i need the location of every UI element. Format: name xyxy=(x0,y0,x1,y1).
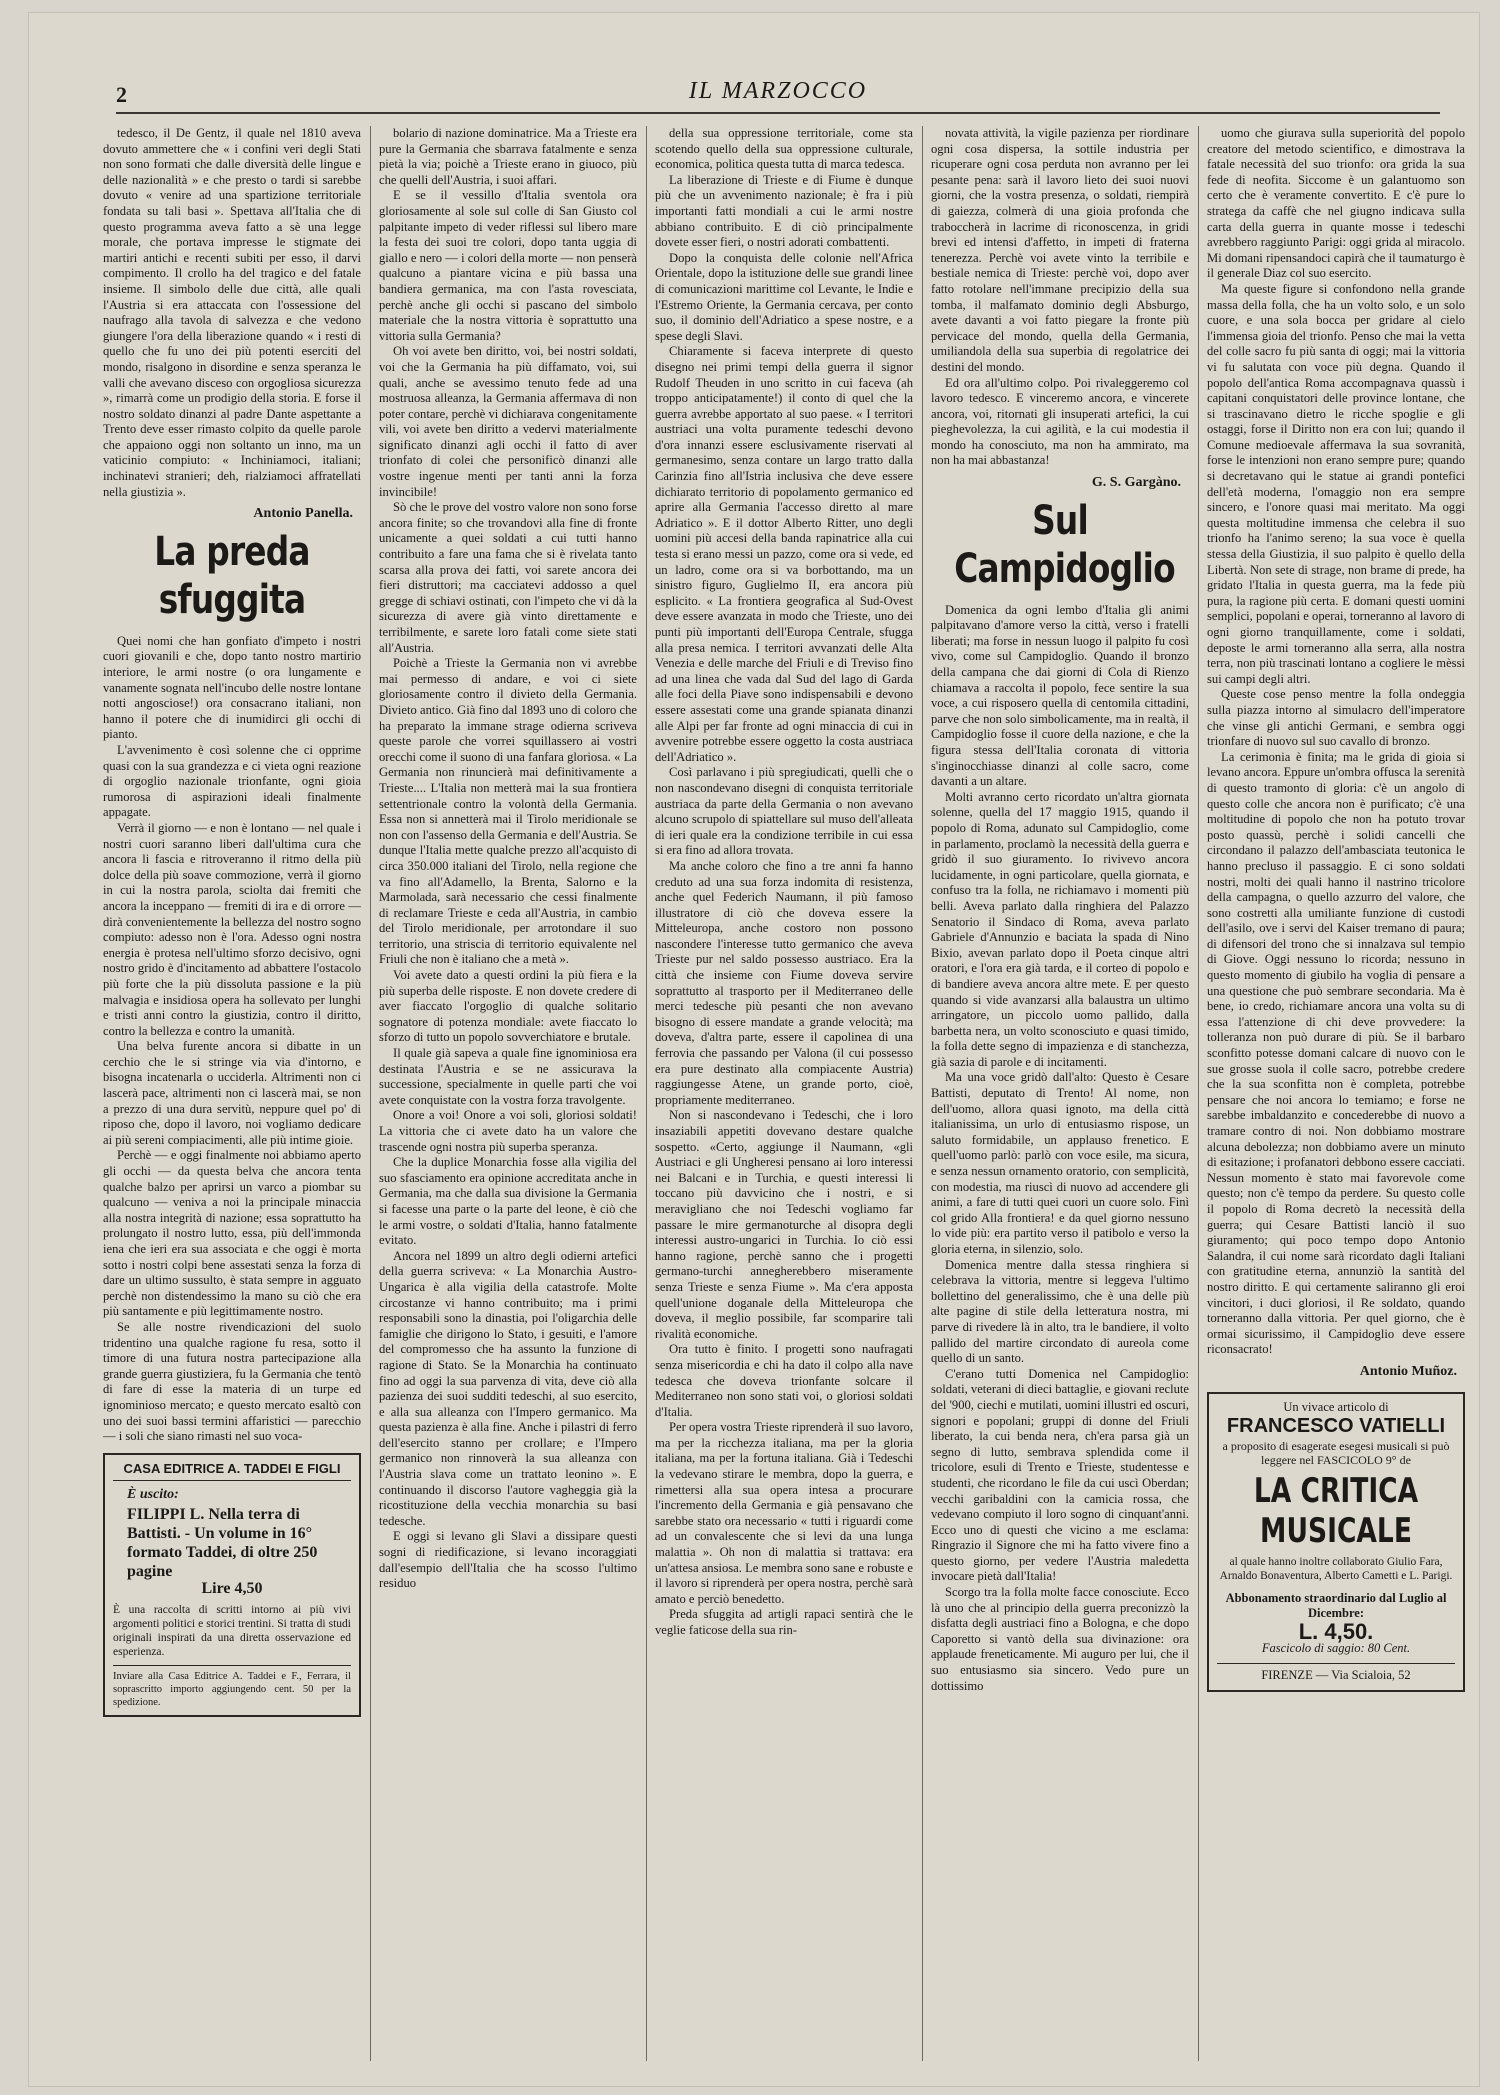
paragraph: La liberazione di Trieste e di Fiume è dunque più che un avvenimento nazionale; è fra i più importanti fatti mondiali a cui le armi nostre abbiano contribuito. E di ciò principalmente dovete esser fieri, o nostri adorati combattenti. xyxy=(655,172,913,250)
paragraph: Che la duplice Monarchia fosse alla vigilia del suo sfasciamento era opinione accreditata anche in Germania, ma che dalla sua divisione la Germania si facesse una parte o la parte del leone, è ciò che le armi vostre, o soldati d'Italia, hanno fatalmente evitato. xyxy=(379,1155,637,1248)
paragraph: Oh voi avete ben diritto, voi, bei nostri soldati, voi che la Germania ha più diffamato, voi, sui quali, anche se avessimo tenuto fede ad una mostruosa alleanza, la Germania affermava di non poter contare, perchè vi dichiarava congenitamente vili, voi avete ben diritto a vedervi materialmente significato dinanzi agli occhi il fatto di aver trionfato di colei che personificò dinanzi alle vostre ingenue menti per tanti anni la forza invincibile! xyxy=(379,344,637,499)
column-5 xyxy=(1207,126,1465,2061)
paragraph: tedesco, il De Gentz, il quale nel 1810 aveva dovuto ammettere che « i confini veri degli Stati non sono formati che dalle diversità delle lingue e delle nazionalità » e che presto o tardi si sarebbe dovuto « venire ad una spartizione territoriale fondata su tali basi ». Spettava all'Italia che di questo programma aveva fatto a sè una legge morale, che portava impresse le stigmate dei martiri antichi e recenti subiti per esso, il darvi compimento. Il crollo ha del tragico e del fatale insieme. Il simbolo delle due città, alle quali l'Austria si era attaccata con l'ossessione del naufrago alla tavola di salvezza e che vedono giungere l'ora della liberazione quando « i resti di quello che fu uno dei più potenti eserciti del mondo, risalgono in disordine e senza speranza le valli che avevano disceso con orgogliosa sicurezza », rimarrà come un prodigio della storia. E forse il nostro soldato dinanzi al padre Dante aspettante a Trento deve esser rimasto colpito da quelle parole che appaiono oggi non soltanto un inno, ma un vaticinio compiuto: « Inchiniamoci, italiani; inchinatevi stranieri; deh, rialziamoci affratellati nella giustizia ». xyxy=(103,126,361,499)
header-rule xyxy=(116,112,1440,114)
paragraph: Ma una voce gridò dall'alto: Questo è Cesare Battisti, deputato di Trento! Al nome, non dell'uomo, allora quasi ignoto, ma della città italianissima, un urlo di entusiasmo rispose, un saluto formidabile, un applauso frenetico. E quell'uomo parlò: parlò con voce esile, ma sicura, e senza nessun ornamento oratorio, con semplicità, con modestia, ma riuscì di nuovo ad accendere gli animi, a fare di tutti quei cuori un cuore solo. Finì col grido Alla frontiera! e da quel giorno nessuno lo vide più: era partito verso il patibolo e verso la gloria eterna, in silenzio, solo. xyxy=(931,1070,1189,1256)
page-header xyxy=(116,74,1440,114)
paragraph: Preda sfuggita ad artigli rapaci sentirà che le veglie faticose della sua rin- xyxy=(655,1607,913,1637)
column-divider xyxy=(646,126,647,2061)
advert-contributors: al quale hanno inoltre collaborato Giulio Fara, Arnaldo Bonaventura, Alberto Cametti e L. Parigi. xyxy=(1219,1555,1453,1582)
paragraph: Ancora nel 1899 un altro degli odierni artefici della guerra scriveva: « La Monarchia Austro-Ungarica è alla vigilia della catastrofe. Molte circostanze vi hanno contribuito; ma i primi responsabili sono la dinastia, poi l'oligarchia delle famiglie che dirigono lo Stato, i gesuiti, e l'amore del compromesso che ha assunto la funzione di ragione di Stato. Se la Monarchia ha continuato fino ad oggi la sua parvenza di vita, deve ciò alla pazienza dei suoi sudditi tedeschi, al suo esercito, e alla sua alleanza con l'Impero germanico. Ma questa pazienza è alla fine. Anche i pilastri di ferro dell'esercito stanno per crollare; e l'Impero germanico non rinnoverà la sua alleanza con l'Austria slava come un trattato leonino ». E continuando il discorso l'autore vagheggia già la ricostituzione della vecchia monarchia su basi tedesche. xyxy=(379,1248,637,1528)
paragraph: Verrà il giorno — e non è lontano — nel quale i nostri cuori saranno liberi dall'ultima cura che ancora li fascia e ritroveranno il ritmo della più dolce della più soave commozione, verrà il giorno in cui la nostra parola, sciolta dai fremiti che ancora la inceppano — fremiti di ira e di orrore — dirà convenientemente la bellezza del nostro sogno compiuto: adesso non è l'ora. Adesso ogni nostra energia è protesa nell'ultimo sforzo decisivo, ogni nostro grido è d'incitamento ad abbattere l'ostacolo più forte che la più dissoluta passione e la più malvagia e insidiosa opera ha sollevato per lunghi e tristi anni contro la giustizia, contro il diritto, contro la bellezza e contro la umanità. xyxy=(103,820,361,1038)
order-note: Inviare alla Casa Editrice A. Taddei e F., Ferrara, il soprascritto importo aggiungendo cent. 50 per la spedizione. xyxy=(113,1665,351,1709)
column-3 xyxy=(655,126,913,2061)
column-divider xyxy=(1198,126,1199,2061)
paragraph: della sua oppressione territoriale, come sta scotendo quello della sua oppressione culturale, economica, politica questa tutta di marca tedesca. xyxy=(655,126,913,172)
paragraph: Ma queste figure si confondono nella grande massa della folla, che ha un volto solo, e un solo cuore, e una sola bocca per gridare al cielo l'immensa gioia del trionfo. Penso che mai la vetta del colle sacro fu più santa di oggi; mai la vittoria vi fu salutata con voce più degna. Quando il popolo dell'antica Roma accompagnava quassù i capitani conquistatori delle province lontane, che si trascinavano dietro le ricche spoglie e gli ostaggi, forse il Diritto non era con lui; quando il Comune medioevale affermava la sua sovranità, forse le intenzioni non erano sempre pure; quando si decretavano qui le statue ai grandi pontefici dell'età moderna, l'omaggio non era sempre sincero, e l'onore quasi mai meritato. Ma oggi questa moltitudine immensa che celebra il suo trionfo ha l'animo sereno; la sua voce è quella stessa della Giustizia, il suo palpito è quello della Libertà. Non sete di strage, non brame di prede, ha gridato l'Italia in questa guerra, ma la fede più pura, la ragione più certa. E domani questi uomini semplici, popolani e operai, torneranno al lavoro di ogni giorno tranquillamente, come i soldati, deposte le armi torneranno alla serra, alla nostra terra, non più trascinati lontano a cogliere le mèssi sui campi degli altri. xyxy=(1207,281,1465,686)
paragraph: La cerimonia è finita; ma le grida di gioia si levano ancora. Eppure un'ombra offusca la serenità di questo tramonto di gloria: c'è un angolo di questo colle che ancora non è purificato; c'è una moltitudine di popolo che non ha potuto trovar posto quassù, perchè i solidi cancelli che circondano il palazzo dell'ambasciata teutonica le hanno precluso il passaggio. E ci sono soldati nostri, molti dei quali hanno il nastrino tricolore della campagna, o quello azzurro del valore, che sono costretti alla umiliante funzione di custodi dell'asilo, ove i servi del Kaiser tremano di paura; di difensori del trono che si innalzava sul tempio di Giove. Oggi nessuno lo ricorda; nessuno in questo momento di giubilo ha voglia di pensare a una questione che può sembrare secondaria. Ma è bene, io credo, richiamare ancora una volta su di essa l'attenzione di chi deve provvedere: la tolleranza non può durare di più. Se il barbaro sconfitto potesse domani calcare di nuovo con le sue grosse suola il colle sacro, potrebbe credere che la sua sconfitta non è completa, potrebbe pensare che noi ancora lo temiamo; e forse ne sarebbe imbaldanzito e concederebbe di nuovo a tramare contro di noi. Non dobbiamo mostrare alcuna debolezza; non dobbiamo avere un minuto di esitazione; i profanatori debbono essere cacciati. Nessun momento è stato mai favorevole come questo; non c'è tempo da perdere. Su questo colle il popolo di Roma decretò la necessità della guerra; qui Cesare Battisti lanciò il suo giuramento; qui poco tempo dopo Antonio Salandra, il cui nome sarà ricordato dagli Italiani con gratitudine eterna, annunziò la santità del nostro diritto. E qui certamente saliranno gli eroi vincitori, i duci gloriosi, il Re soldato, quando torneranno dalla vittoria. Per quel giorno, che è ormai sicurissimo, il Campidoglio deve essere riconsacrato! xyxy=(1207,749,1465,1357)
paragraph: Ed ora all'ultimo colpo. Poi rivaleggeremo col lavoro tedesco. E vinceremo ancora, e vincerete ancora, voi, ritornati gli insuperati artefici, la cui pieghevolezza, la cui agilità, e la cui modestia il mondo ha conosciuto, ma non ha ammirato, ma non ha mai abbastanza! xyxy=(931,375,1189,468)
paragraph: Così parlavano i più spregiudicati, quelli che o non nascondevano disegni di conquista territoriale austriaca da parte della Germania o non avevano alcuno scrupolo di spiattellare sul muso dell'alleata di ieri quale era la condizione terribile in cui essa si era fino ad allora trovata. xyxy=(655,765,913,858)
advert-out-label: È uscito: xyxy=(127,1487,179,1503)
music-journal-advert xyxy=(1207,1392,1465,1692)
paragraph: C'erano tutti Domenica nel Campidoglio: soldati, veterani di dieci battaglie, e giovani reclute del '900, ciechi e mutilati, uomini illustri ed oscuri, signori e popolani; gruppi di donne del Friuli liberato, la cui benda nera, ch'era parsa già un segno di lutto, sembrava splendida come il tricolore, esuli di Trento e Trieste, studentesse e studenti, che ricordano le file da cui uscì Oberdan; vecchi garibaldini con la camicia rossa, che vedevano compiuto il loro sogno di cinquant'anni. Ecco uno di questi che vicino a me esclama: Ringrazio il Signore che mi ha fatto vivere fino a questo giorno, per vedere l'Austria maledetta invocare pietà dall'Italia! xyxy=(931,1366,1189,1584)
paragraph: Dopo la conquista delle colonie nell'Africa Orientale, dopo la istituzione delle sue grandi linee di comunicazioni marittime col Levante, le Indie e l'Estremo Oriente, la Germania cercava, per conto suo, il dominio dell'Adriatico a spese nostre, e a spese degli Slavi. xyxy=(655,250,913,343)
column-2 xyxy=(379,126,637,2061)
paragraph: Il quale già sapeva a quale fine ignominiosa era destinata l'Austria e se ne assicurava la successione, specialmente in quelle parti che voi avete conquistate con la vostra forza travolgente. xyxy=(379,1046,637,1107)
paragraph: E oggi si levano gli Slavi a dissipare questi sogni di riedificazione, si levano incoraggiati dall'esempio dell'Italia che ha scosso l'ultimo residuo xyxy=(379,1529,637,1591)
paragraph: Poichè a Trieste la Germania non vi avrebbe mai permesso di andare, e voi ci siete gloriosamente contro il divieto della Germania. Divieto antico. Già fino dal 1893 uno di coloro che ha preparato la immane strage odierna scriveva queste parole che vorrei squillassero ai vostri orecchi come il suono di una fanfara gloriosa. « La Germania non rinuncierà mai definitivamente a Trieste.... L'Italia non metterà mai la sua frontiera settentrionale contro la volontà della Germania. Essa non si annetterà mai il Tirolo meridionale se non con l'assenso della Germania e dell'Austria. Se dunque l'Italia mette qualche prezzo all'acquisto di circa 350.000 italiani del Tirolo, nella regione che va fino all'Adamello, la Brenta, Salorno e la Marmolada, sarà necessario che cessi finalmente di reclamare Trieste e ceda all'Austria, in cambio del Tirolo meridionale, per arrotondare il suo territorio, una striscia di territorio equivalente nel Friuli che non è italiano che a metà ». xyxy=(379,656,637,967)
paragraph: bolario di nazione dominatrice. Ma a Trieste era pure la Germania che sbarrava fatalmente e senza pietà la via; poichè a Trieste erano in giuoco, più che quelli dell'Austria, i suoi affari. xyxy=(379,126,637,187)
paragraph: Onore a voi! Onore a voi soli, gloriosi soldati! La vittoria che ci avete dato ha un valore che trascende ogni nostra più superba speranza. xyxy=(379,1108,637,1154)
paragraph: Domenica mentre dalla stessa ringhiera si celebrava la vittoria, mentre si leggeva l'ultimo bollettino del generalissimo, che è una delle più alte pagine di stile della letteratura nostra, mi parve di rivedere là in alto, tra le bandiere, il volto pallido del martire circondato di aureola come quello di un santo. xyxy=(931,1257,1189,1366)
column-divider xyxy=(922,126,923,2061)
paragraph: Se alle nostre rivendicazioni del suolo tridentino una qualche ragione fu resa, sotto il timore di una futura nostra partecipazione alla grande guerra giustiziera, fu la Germania che tentò di fare di esse la materia di un turpe ed ignominioso mercato; e questo mercato esaltò con uno dei suoi bassi termini affaristici — parecchio — i soli che siano rimasti nel suo voca- xyxy=(103,1319,361,1444)
advert-intro: Un vivace articolo di xyxy=(1283,1399,1389,1414)
signature: Antonio Panella. xyxy=(253,506,353,522)
paragraph: Una belva furente ancora si dibatte in un cerchio che le si stringe via via d'intorno, e bisogna incatenarla o ucciderla. Altrimenti non ci lascerà pace, altrimenti non ci lascerà mai, se non a prezzo di una dura servitù, neppure quel po' di riposo che, dopo il lavoro, noi vogliamo dedicare ai più sereni compiacimenti, alle più intime gioie. xyxy=(103,1039,361,1147)
column-4 xyxy=(931,126,1189,2061)
paragraph: Queste cose penso mentre la folla ondeggia sulla piazza intorno al simulacro dell'imperatore che vinse gli antichi Germani, e sembra oggi trionfare di nuovo sul suo cavallo di bronzo. xyxy=(1207,687,1465,749)
publisher-name: CASA EDITRICE A. TADDEI E FIGLI xyxy=(113,1461,351,1482)
paragraph: Perchè — e oggi finalmente noi abbiamo aperto gli occhi — da questa belva che ancora tenta qualche balzo per aprirsi un varco a piombar su qualcuno — veniva a noi la principale minaccia alla nostra integrità di nazione; essa soprattutto ha prolungato il nostro lutto, essa, più dell'immonda iena che ieri era sua associata e che oggi è morta sotto i nostri colpi bene assestati senza la forza di dare un ultimo sussulto, è stata sempre in agguato perchè non distendessimo la mano su ciò che era più santamente e più legittimamente nostro. xyxy=(103,1148,361,1319)
paragraph: Molti avranno certo ricordato un'altra giornata solenne, quella del 17 maggio 1915, quando il popolo di Roma, adunato sul Campidoglio, come in parlamento, proclamò la necessità della guerra e gridò il suo giuramento. Io rivivevo ancora lucidamente, in ogni particolare, quella giornata, e confuso tra la folla, ne richiamavo i momenti più belli. Aveva parlato dalla ringhiera del Palazzo Senatorio il Sindaco di Roma, aveva parlato Gabriele d'Annunzio e baciata la spada di Nino Bixio, avevan parlato dopo il Poeta cinque altri oratori, e l'ora era già tarda, e il corteo di popolo e di bandiere aveva ancora altre mete. E per questo quando si vide avanzarsi alla balaustra un ultimo arringatore, un piccolo uomo pallido, dalla barbetta nera, un volto sconosciuto e quasi timido, la folla dette segno di impazienza e di stanchezza, già sazia di parole e di incitamenti. xyxy=(931,789,1189,1069)
paragraph: Ora tutto è finito. I progetti sono naufragati senza misericordia e chi ha dato il colpo alla nave tedesca che doveva trionfante solcare il Mediterraneo non sono stati voi, o gloriosi soldati d'Italia. xyxy=(655,1342,913,1419)
book-price: Lire 4,50 xyxy=(201,1579,263,1597)
masthead-title: IL MARZOCCO xyxy=(688,78,868,104)
advert-subscription: Abbonamento straordinario dal Luglio al Dicembre: xyxy=(1225,1590,1447,1621)
article-columns xyxy=(103,126,1465,2066)
paragraph: Non si nascondevano i Tedeschi, che i loro insaziabili appetiti dovevano destare qualche sospetto. «Certo, aggiunge il Naumann, «gli Austriaci e gli Ungheresi pensano ai loro interessi nei Balcani e in Turchia, e questi interessi li toccano più davvicino che i nostri, e si meravigliano che noi Tedeschi vogliamo far passare le mire germanoturche al disopra degli interessi austro-ungarici in Turchia. Io ciò essi hanno ragione, perchè sanno che i progetti germano-turchi annegherebbero miseramente senza Trieste e senza Fiume ». Ma c'era apposta quell'unione doganale della Mitteleuropa che doveva, il meglio possibile, far scomparire tali rivalità economiche. xyxy=(655,1108,913,1341)
paragraph: Quei nomi che han gonfiato d'impeto i nostri cuori giovanili e che, dopo tanto nostro martirio interiore, le armi nostre (o ora lungamente e vanamente sognata nell'incubo delle nostre lontane notti angosciose!) ora consacrano italiani, non hanno il potere che di inumidirci gli occhi di pianto. xyxy=(103,633,361,742)
paragraph: L'avvenimento è così solenne che ci opprime quasi con la sua grandezza e ci vieta ogni reazione di orgoglio nazionale trionfante, ogni gioia rumorosa di aspirazioni ideali finalmente appagate. xyxy=(103,743,361,820)
advert-address: FIRENZE — Via Scialoia, 52 xyxy=(1217,1663,1455,1684)
book-title: FILIPPI L. Nella terra di Battisti. - Un volume in 16° formato Taddei, di oltre 250 pagine xyxy=(127,1505,318,1580)
paragraph: novata attività, la vigile pazienza per riordinare ogni cosa dispersa, la sottile industria per ricuperare ogni cosa perduta non avranno per lei pesante pena: sarà il lavoro lieto dei suoi nuovi giorni, che la vostra presenza, o soldati, riempirà di gaiezza, colmerà di una gioia profonda che traboccherà in lacrime di riconoscenza, in gridi brevi ed intensi d'affetto, in impeti di fraterna tenerezza. Perchè voi avete vinto la terribile e bestiale nemica di Trieste: perchè voi, dopo aver fatto rotolare nell'immane precipizio della sua tomba, il malfamato dominio degli Absburgo, avete davanti a voi fatto piegare la fronte più pervicace del mondo, quella della Germania, umiliandola della sua superbia di regolatrice dei destini del mondo. xyxy=(931,126,1189,374)
paragraph: Scorgo tra la folla molte facce conosciute. Ecco là uno che al principio della guerra preconizzò la disfatta degli austriaci fino a Bologna, e che dopo Caporetto si vantò della sua divinazione: ora applaude freneticamente. Mi auguro per lui, che il suo entusiasmo sia sincero. Vedo pure un dottissimo xyxy=(931,1585,1189,1693)
column-1 xyxy=(103,126,361,2061)
book-description: È una raccolta di scritti intorno ai più vivi argomenti politici e storici trentini. Si tratta di studi originali inspirati da una diretta osservazione ed esperienza. xyxy=(113,1603,351,1658)
paragraph: Domenica da ogni lembo d'Italia gli animi palpitavano d'amore verso la città, verso i fratelli liberati; ma forse in nessun luogo il palpito fu così vivo, come sul Campidoglio. Quando il bronzo della campana che dai giorni di Cola di Rienzo chiamava a raccolta il popolo, fece sentire la sua voce, a cui risposero quella di centomila cittadini, parve che non solo simbolicamente, ma in realtà, il Campidoglio fosse il cuore della nazione, e che la figura stessa dell'Italia coronata di vittoria s'inginocchiasse dinanzi al colle sacro, come davanti a un altare. xyxy=(931,602,1189,789)
page-number: 2 xyxy=(116,82,127,107)
paragraph: E se il vessillo d'Italia sventola ora gloriosamente al sole sul colle di San Giusto col palpitante impeto di veder riflessi sul libero mare la festa dei suoi tre colori, dopo tanta uggia di giallo e nero — i colori della morte — non penserà qualcuno a piantare vicina e più bassa una bandiera germanica, ma con l'asta rovesciata, perchè anche gli occhi si pascano del simbolo materiale che la nostra vittoria è soprattutto una vittoria sulla Germania? xyxy=(379,188,637,343)
column-divider xyxy=(370,126,371,2061)
paragraph: Voi avete dato a questi ordini la più fiera e la più superba delle risposte. E non dovete credere di aver fiaccato l'orgoglio di qualche solitario sognatore di potenza mondiale: avete fiaccato lo sforzo di tutto un popolo sovverchiatore e brutale. xyxy=(379,968,637,1045)
publisher-advert xyxy=(103,1453,361,1717)
paragraph: Chiaramente si faceva interprete di questo disegno nei primi tempi della guerra il signor Rudolf Theuden in uno scritto in cui faceva (ah troppo anticipatamente!) il conto di quel che la guerra avrebbe apportato al suo paese. « I territori austriaci una volta puramente tedeschi devono d'ora innanzi essere esclusivamente riservati al germanesimo, senza contare un largo tratto dalla Carinzia fino all'Istria inclusiva che deve essere dichiarato territorio di popolamento germanico ed aprire alla Germania l'accesso diretto al mare Adriatico ». E il dottor Alberto Ritter, uno degli uomini più accesi della banda rapinatrice alla cui testa si erano messi un pazzo, come ora si vede, ed un ladro, come ora si va borbottando, ma un sinistro figuro, Guglielmo II, era ancora più esplicito. « La frontiera geografica al Sud-Ovest deve essere avanzata in modo che Trieste, uno dei punti più importanti dell'Europa Centrale, sfugga alla presa nemica. I territori avvanzati delle Alta Venezia e delle marche del Friuli e di Treviso fino ad una linea che vada dal Sud del lago di Garda alle foci della Piave sono indispensabili e devono essere assestati come una grande spianata dinanzi alle Alpi per far fronte ad ogni minaccia di cui in avvenire potrebbe essere oggetto la costa austriaca dell'Adriatico ». xyxy=(655,344,913,764)
paragraph: uomo che giurava sulla superiorità del popolo creatore del metodo scientifico, e dimostrava la fatale necessità del suo trionfo: ora grida la sua fede di neofita. Siccome è un galantuomo son certo che è veramente convertito. E c'è pure lo stratega da caffè che nel giugno indicava sulla carta della guerra in quante mosse i tedeschi avrebbero raggiunto Parigi: oggi grida al miracolo. Mi domani ripensandoci capirà che il taumaturgo è il generale Diaz col suo esercito. xyxy=(1207,126,1465,281)
signature: G. S. Gargàno. xyxy=(1091,475,1181,491)
paragraph: Per opera vostra Trieste riprenderà il suo lavoro, ma per la ricchezza italiana, ma per la gloria italiana, ma per la fortuna italiana. Già i Tedeschi la vedevano stirare le membra, dopo la guerra, e rimettersi alla sua opera intesa a procurare l'incremento della Germania e già pensavano che sarebbe stato ora necessario « tutti i riguardi come ad un convalescente che si levi da una lunga malattia ». Oh non di malattia si trattava: era un'attesa ansiosa. Le membra sono sane e robuste e il lavoro si riprenderà per opera nostra, perchè sarà amato e perciò benedetto. xyxy=(655,1420,913,1606)
advert-sample: Fascicolo di saggio: 80 Cent. xyxy=(1261,1641,1411,1656)
advert-journal-title: LA CRITICA MUSICALE xyxy=(1253,1470,1419,1551)
paragraph: Sò che le prove del vostro valore non sono forse ancora finite; so che trovandovi alla fine di fronte unicamente a quei soldati a cui tutti hanno contribuito a fare una fama che si è rivelata tanto scarsa alla prova dei fatti, voi sarete ancora dei fieri distruttori; ma cacciatevi addosso a quel gregge di schiavi ostinati, con l'impeto che vi dà la sicurezza di avere già vinto direttamente e terribilmente, e sarete loro fatali come siete stati all'Austria. xyxy=(379,500,637,655)
paragraph: Ma anche coloro che fino a tre anni fa hanno creduto ad una sua forza indomita di resistenza, anche quel Federich Naumann, il più famoso illustratore di ciò che doveva essere la Mitteleuropa, anche costoro non possono nascondere l'interesse tutto germanico che aveva Trieste pur nel saldo possesso austriaco. Era la città che insieme con Fiume doveva servire soprattutto al trasporto per il Mediterraneo delle merci tedesche più pesanti che non avevano bisogno di essere mandate a grande velocità; ma doveva, d'altra parte, essere il capolinea di una ferrovia che passando per Valona (il cui possesso era pure destinato alla compiacente Austria) raggiungesse Atene, un grande porto, cioè, propriamente mediterraneo. xyxy=(655,858,913,1107)
signature: Antonio Muñoz. xyxy=(1359,1363,1457,1379)
advert-author: FRANCESCO VATIELLI xyxy=(1226,1415,1446,1438)
article-heading: La preda sfuggita xyxy=(154,528,310,623)
advert-price: L. 4,50. xyxy=(1298,1618,1374,1644)
article-heading: Sul Campidoglio xyxy=(954,497,1175,592)
advert-text: a proposito di esagerate esegesi musicali si può leggere nel FASCICOLO 9° de xyxy=(1222,1438,1450,1467)
